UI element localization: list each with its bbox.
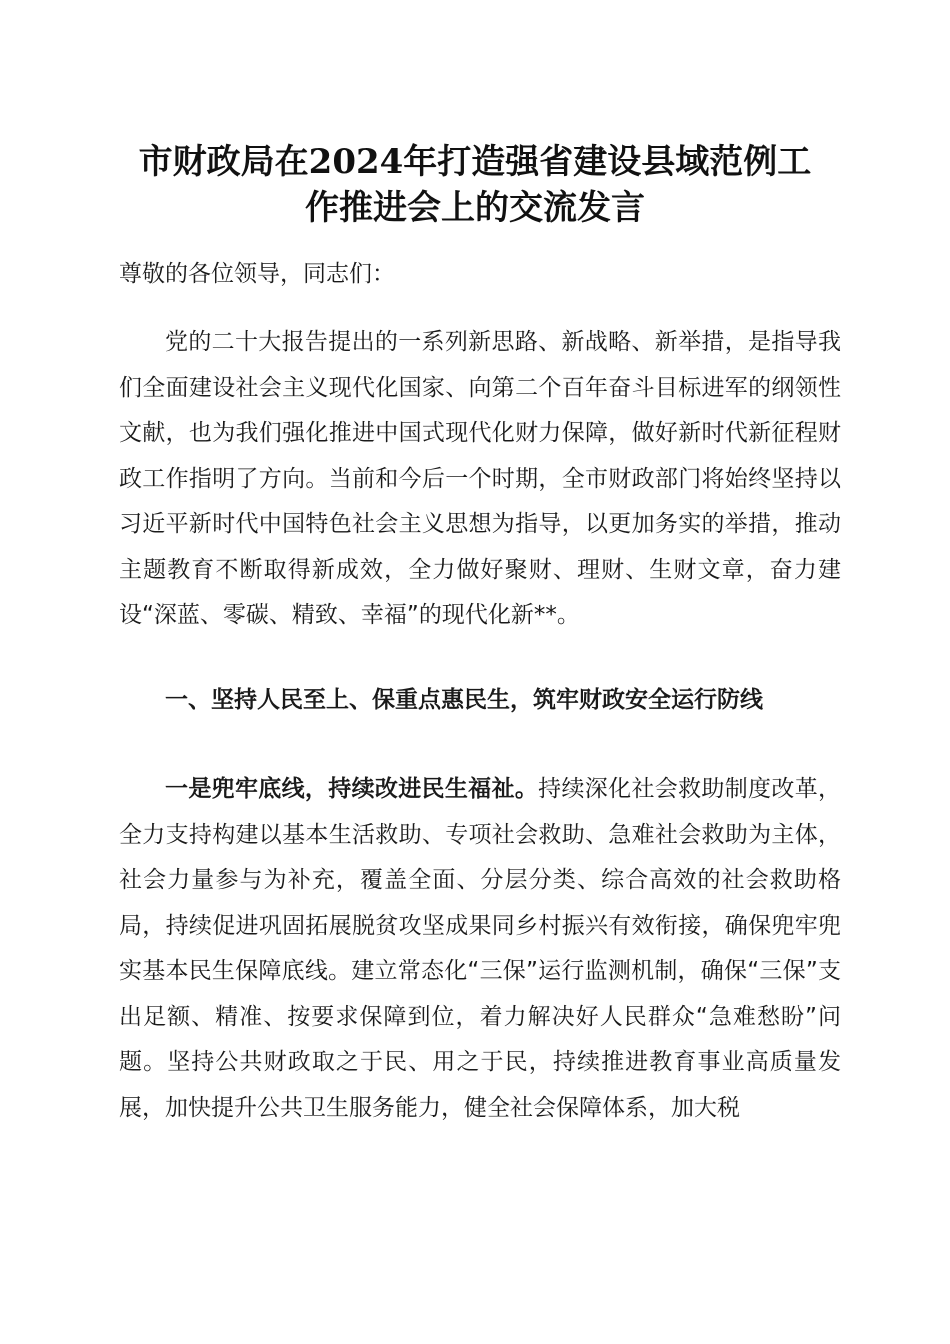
paragraph-intro: 党的二十大报告提出的一系列新思路、新战略、新举措，是指导我们全面建设社会主义现代化国家、向第二个百年奋斗目标进军的纲领性文献，也为我们强化推进中国式现代化财力保障，做好新时代新征程财政工作指明了方向。当前和今后一个时期，全市财政部门将始终坚持以习近平新时代中国特色社会主义思想为指导，以更加务实的举措，推动主题教育不断取得新成效，全力做好聚财、理财、生财文章，奋力建设“深蓝、零碳、精致、幸福”的现代化新**。 xyxy=(119,329,841,628)
document-title-line-1: 市财政局在2024年打造强省建设县域范例工 xyxy=(138,142,812,182)
paragraph-lead-phrase: 一是兜牢底线，持续改进民生福祉。 xyxy=(165,776,539,802)
section-heading-1: 一、坚持人民至上、保重点惠民生，筑牢财政安全运行防线 xyxy=(165,687,763,713)
document-title-line-2: 作推进会上的交流发言 xyxy=(305,188,645,228)
salutation: 尊敬的各位领导，同志们： xyxy=(119,261,395,287)
paragraph-section-1-point-1 xyxy=(119,767,841,1131)
paragraph-body-text: 持续深化社会救助制度改革，全力支持构建以基本生活救助、专项社会救助、急难社会救助为主体，社会力量参与为补充，覆盖全面、分层分类、综合高效的社会救助格局，持续促进巩固拓展脱贫攻坚成果同乡村振兴有效衔接，确保兜牢兜实基本民生保障底线。建立常态化“三保”运行监测机制，确保“三保”支出足额、精准、按要求保障到位，着力解决好人民群众“急难愁盼”问题。坚持公共财政取之于民、用之于民，持续推进教育事业高质量发展，加快提升公共卫生服务能力，健全社会保障体系，加大税 xyxy=(119,776,842,1121)
